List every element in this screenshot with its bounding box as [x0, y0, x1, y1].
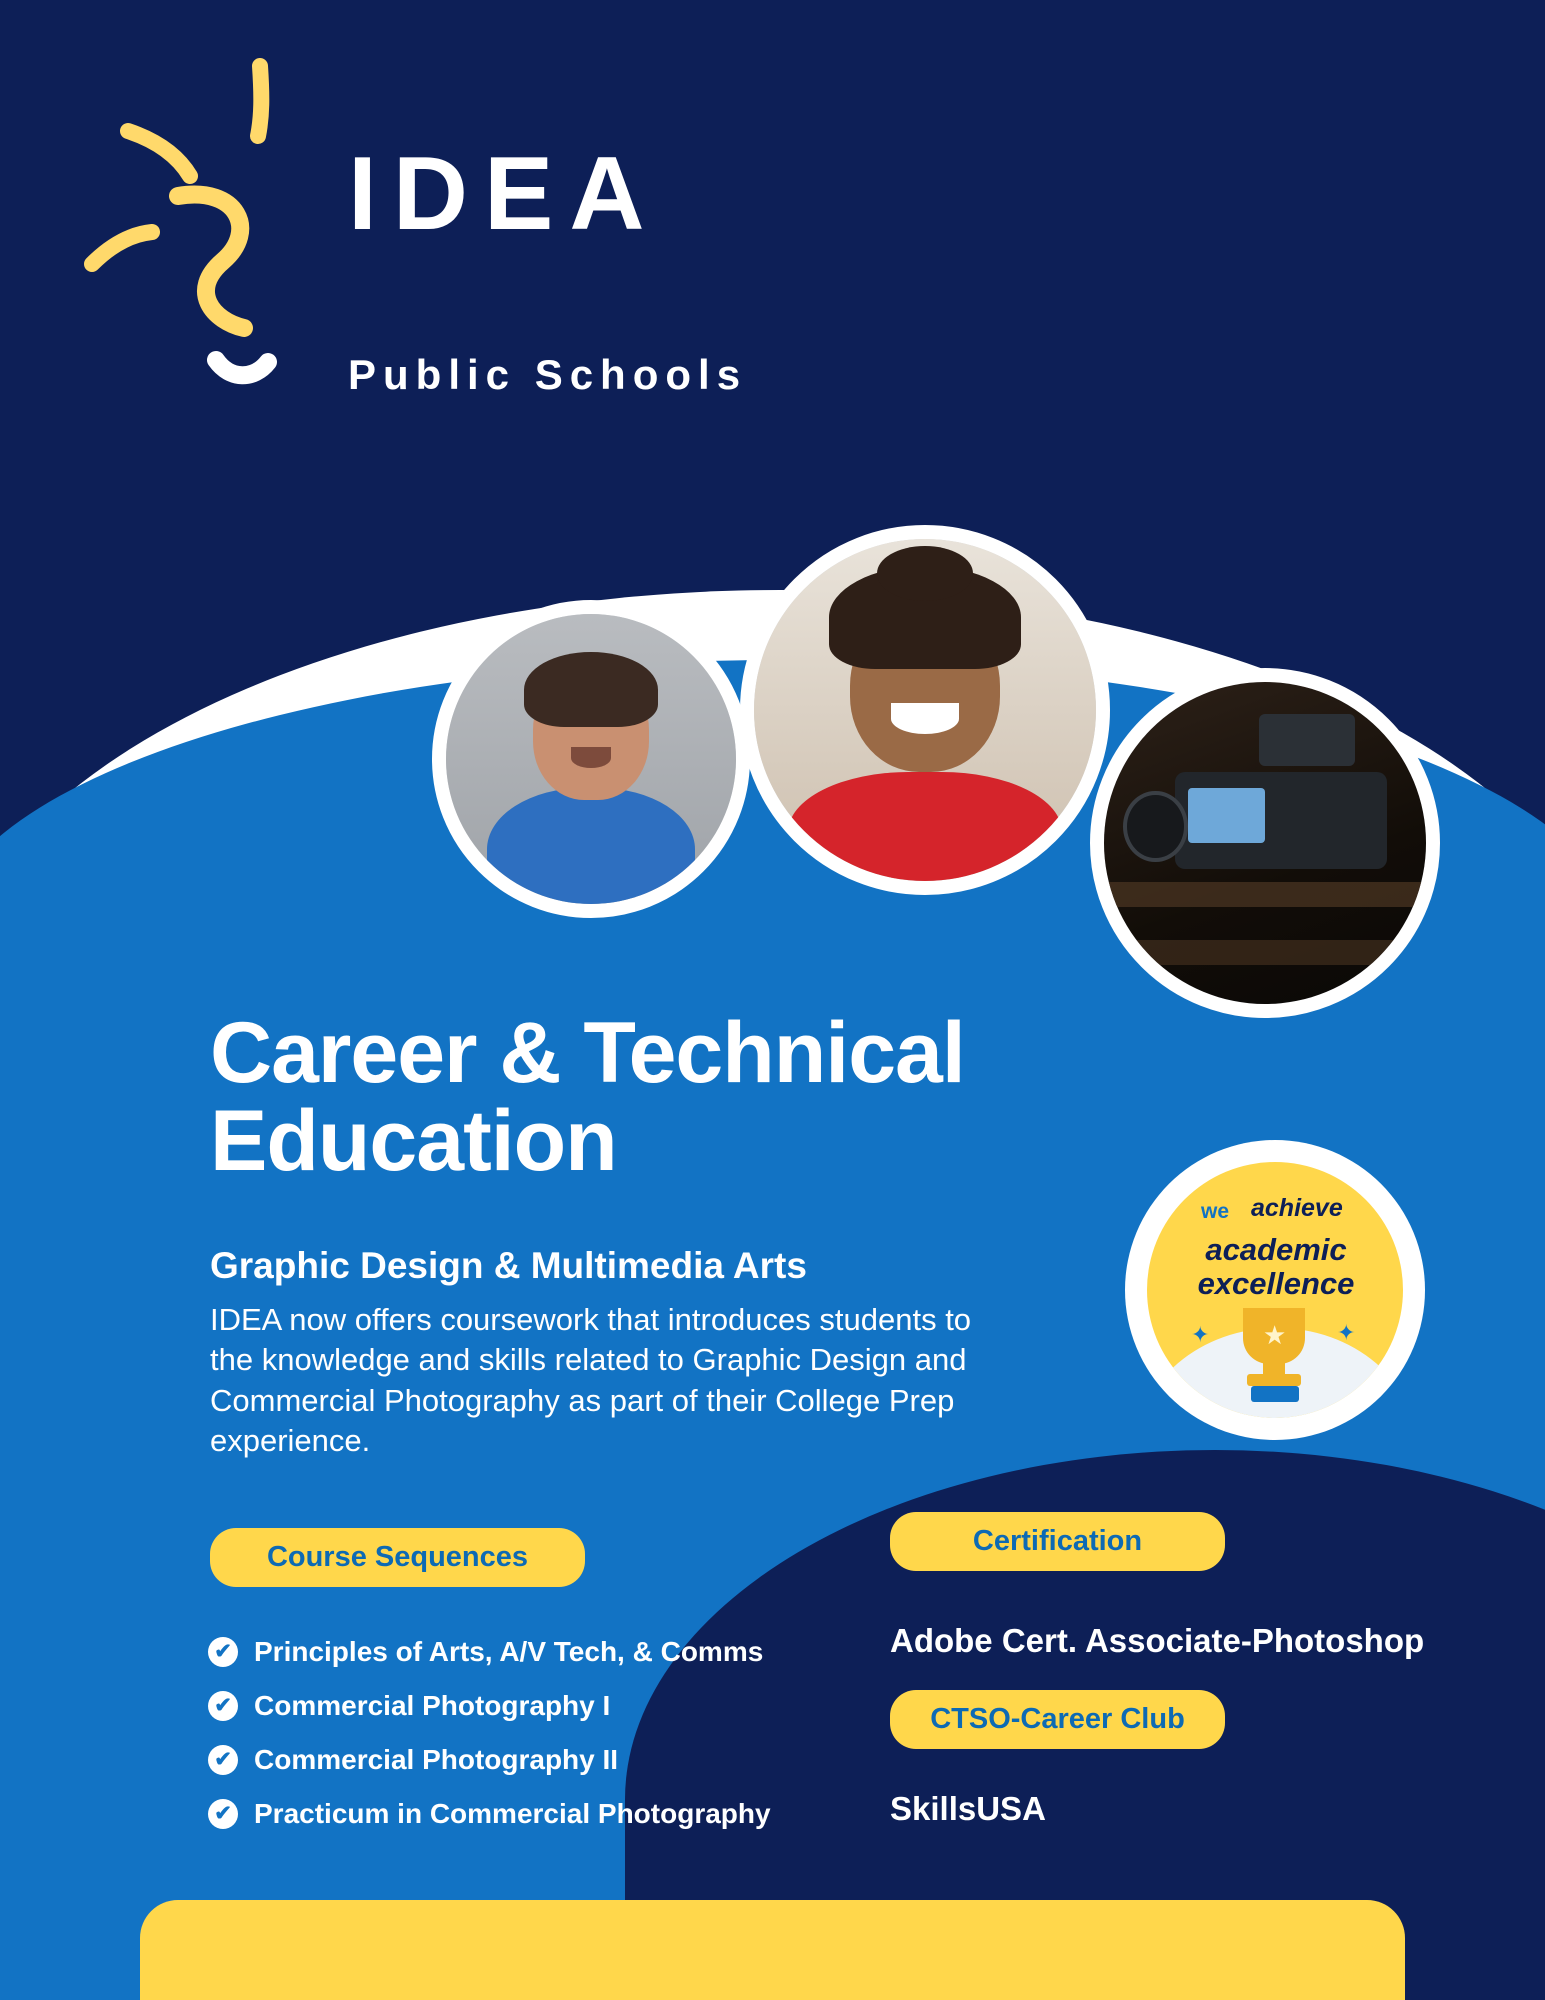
certification-value: Adobe Cert. Associate-Photoshop: [890, 1622, 1425, 1659]
sparkle-icon: ✦: [1337, 1320, 1356, 1345]
laptop-icon: [1251, 1386, 1299, 1402]
course-list: [208, 1625, 868, 1841]
seal-line-excellence: excellence: [1197, 1266, 1355, 1301]
logo-wordmark: IDEA: [348, 136, 661, 252]
seal-line-academic: academic: [1205, 1232, 1347, 1267]
footer-bar: [140, 1900, 1405, 2000]
check-icon: ✔: [208, 1799, 238, 1829]
list-item: [208, 1787, 868, 1841]
star-icon: ★: [1263, 1320, 1287, 1350]
program-subtitle: Graphic Design & Multimedia Arts: [210, 1245, 807, 1286]
course-label: Commercial Photography II: [254, 1744, 619, 1775]
ctso-value: SkillsUSA: [890, 1790, 1046, 1827]
course-label: Practicum in Commercial Photography: [254, 1798, 771, 1829]
sparkle-icon: ✦: [1191, 1322, 1210, 1347]
logo-subtitle: Public Schools: [348, 351, 748, 398]
ctso-career-club-pill: CTSO-Career Club: [890, 1690, 1225, 1749]
program-description: IDEA now offers coursework that introduces students to the knowledge and skills related to Graphic Design and Commercial Photography as part of their College Prep experience.: [210, 1302, 972, 1458]
certification-pill: Certification: [890, 1512, 1225, 1571]
academic-excellence-seal-icon: [1125, 1140, 1425, 1440]
list-item: [208, 1679, 868, 1733]
course-label: Commercial Photography I: [254, 1690, 611, 1721]
check-icon: ✔: [208, 1691, 238, 1721]
seal-we-text: we: [1201, 1200, 1230, 1223]
list-item: [208, 1625, 868, 1679]
list-item: [208, 1733, 868, 1787]
course-label: Principles of Arts, A/V Tech, & Comms: [254, 1636, 764, 1667]
page-title: Career & Technical Education: [210, 1005, 965, 1189]
seal-achieve-text: achieve: [1251, 1194, 1343, 1222]
check-icon: ✔: [208, 1745, 238, 1775]
course-sequences-pill: Course Sequences: [210, 1528, 585, 1587]
check-icon: ✔: [208, 1637, 238, 1667]
